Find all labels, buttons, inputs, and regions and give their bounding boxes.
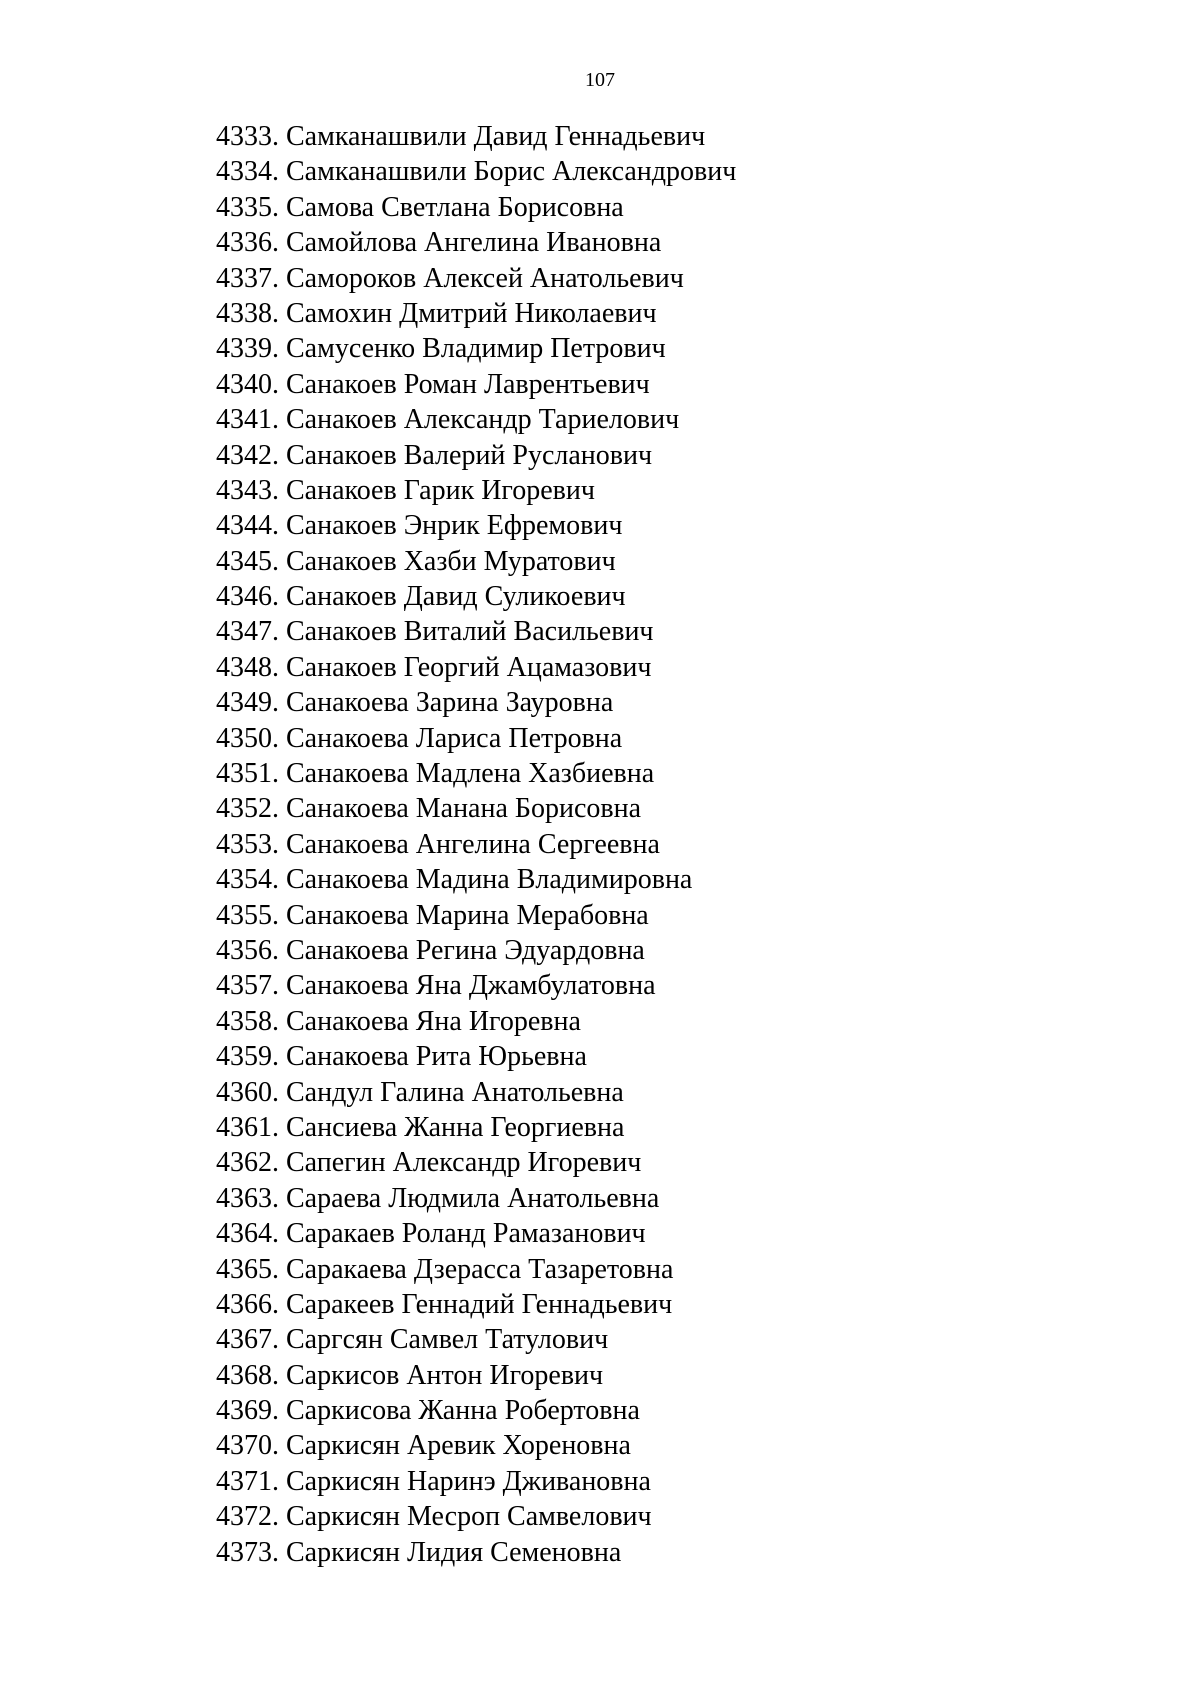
list-item [216, 261, 736, 296]
list-item [216, 756, 736, 791]
list-item-text: 4335. Самова Светлана Борисовна [216, 191, 624, 223]
list-item-text: 4345. Санакоев Хазби Муратович [216, 545, 616, 577]
list-item [216, 1181, 736, 1216]
list-item [216, 1428, 736, 1463]
list-item-text: 4366. Саракеев Геннадий Геннадьевич [216, 1288, 673, 1320]
list-item [216, 791, 736, 826]
list-item [216, 508, 736, 543]
list-item [216, 721, 736, 756]
list-item-text: 4348. Санакоев Георгий Ацамазович [216, 651, 652, 683]
list-item-text: 4368. Саркисов Антон Игоревич [216, 1359, 604, 1391]
list-item-text: 4358. Санакоева Яна Игоревна [216, 1005, 581, 1037]
list-item [216, 1393, 736, 1428]
list-item [216, 1145, 736, 1180]
list-item [216, 1464, 736, 1499]
list-item [216, 1110, 736, 1145]
list-item [216, 1252, 736, 1287]
list-item [216, 1358, 736, 1393]
list-item-text: 4334. Самканашвили Борис Александрович [216, 156, 737, 188]
list-item-text: 4372. Саркисян Месроп Самвелович [216, 1501, 652, 1533]
list-item [216, 1004, 736, 1039]
list-item [216, 119, 736, 154]
list-item [216, 1216, 736, 1251]
list-item [216, 544, 736, 579]
list-item-text: 4370. Саркисян Аревик Хореновна [216, 1430, 631, 1462]
list-item-text: 4338. Самохин Дмитрий Николаевич [216, 297, 657, 329]
list-item [216, 579, 736, 614]
list-item-text: 4333. Самканашвили Давид Геннадьевич [216, 121, 706, 152]
list-item-text: 4343. Санакоев Гарик Игоревич [216, 474, 595, 506]
list-item [216, 1075, 736, 1110]
list-item [216, 225, 736, 260]
list-item [216, 367, 736, 402]
list-item-text: 4360. Сандул Галина Анатольевна [216, 1076, 624, 1108]
list-item-text: 4347. Санакоев Виталий Васильевич [216, 616, 654, 648]
list-item-text: 4344. Санакоев Энрик Ефремович [216, 510, 623, 542]
list-item [216, 438, 736, 473]
list-item-text: 4367. Саргсян Самвел Татулович [216, 1324, 609, 1356]
list-item-text: 4354. Санакоева Мадина Владимировна [216, 864, 693, 896]
list-item-text: 4346. Санакоев Давид Суликоевич [216, 581, 626, 613]
list-item [216, 1499, 736, 1534]
list-item [216, 296, 736, 331]
list-item-text: 4336. Самойлова Ангелина Ивановна [216, 227, 662, 259]
list-item [216, 614, 736, 649]
list-item-text: 4356. Санакоева Регина Эдуардовна [216, 934, 645, 966]
list-item [216, 1535, 736, 1570]
list-item [216, 1322, 736, 1357]
list-item-text: 4340. Санакоев Роман Лаврентьевич [216, 368, 650, 400]
list-item [216, 933, 736, 968]
list-item-text: 4349. Санакоева Зарина Зауровна [216, 687, 614, 719]
list-item-text: 4341. Санакоев Александр Тариелович [216, 404, 680, 436]
list-item [216, 862, 736, 897]
list-item [216, 402, 736, 437]
list-item-text: 4363. Сараева Людмила Анатольевна [216, 1182, 660, 1214]
list-item-text: 4369. Саркисова Жанна Робертовна [216, 1395, 640, 1427]
list-item-text: 4373. Саркисян Лидия Семеновна [216, 1536, 622, 1568]
list-item [216, 331, 736, 366]
list-item [216, 898, 736, 933]
list-item-text: 4353. Санакоева Ангелина Сергеевна [216, 828, 660, 860]
list-item [216, 154, 736, 189]
list-item [216, 685, 736, 720]
list-item-text: 4342. Санакоев Валерий Русланович [216, 439, 653, 471]
list-item-text: 4337. Самороков Алексей Анатольевич [216, 262, 684, 294]
page-number: 107 [585, 69, 615, 91]
list-item [216, 1039, 736, 1074]
list-item [216, 473, 736, 508]
list-item-text: 4339. Самусенко Владимир Петрович [216, 333, 666, 365]
list-item [216, 827, 736, 862]
list-item [216, 1287, 736, 1322]
list-item [216, 968, 736, 1003]
list-item-text: 4359. Санакоева Рита Юрьевна [216, 1041, 587, 1073]
list-item-text: 4362. Сапегин Александр Игоревич [216, 1147, 642, 1179]
list-item-text: 4364. Саракаев Роланд Рамазанович [216, 1218, 646, 1250]
name-list [216, 119, 736, 1570]
list-item-text: 4351. Санакоева Мадлена Хазбиевна [216, 758, 655, 790]
list-item-text: 4365. Саракаева Дзерасса Тазаретовна [216, 1253, 674, 1285]
list-item-text: 4355. Санакоева Марина Мерабовна [216, 899, 649, 931]
list-item-text: 4352. Санакоева Манана Борисовна [216, 793, 642, 825]
list-item [216, 650, 736, 685]
list-item-text: 4357. Санакоева Яна Джамбулатовна [216, 970, 656, 1002]
list-item [216, 190, 736, 225]
list-item-text: 4361. Сансиева Жанна Георгиевна [216, 1111, 625, 1143]
list-item-text: 4350. Санакоева Лариса Петровна [216, 722, 623, 754]
list-item-text: 4371. Саркисян Наринэ Дживановна [216, 1465, 651, 1497]
